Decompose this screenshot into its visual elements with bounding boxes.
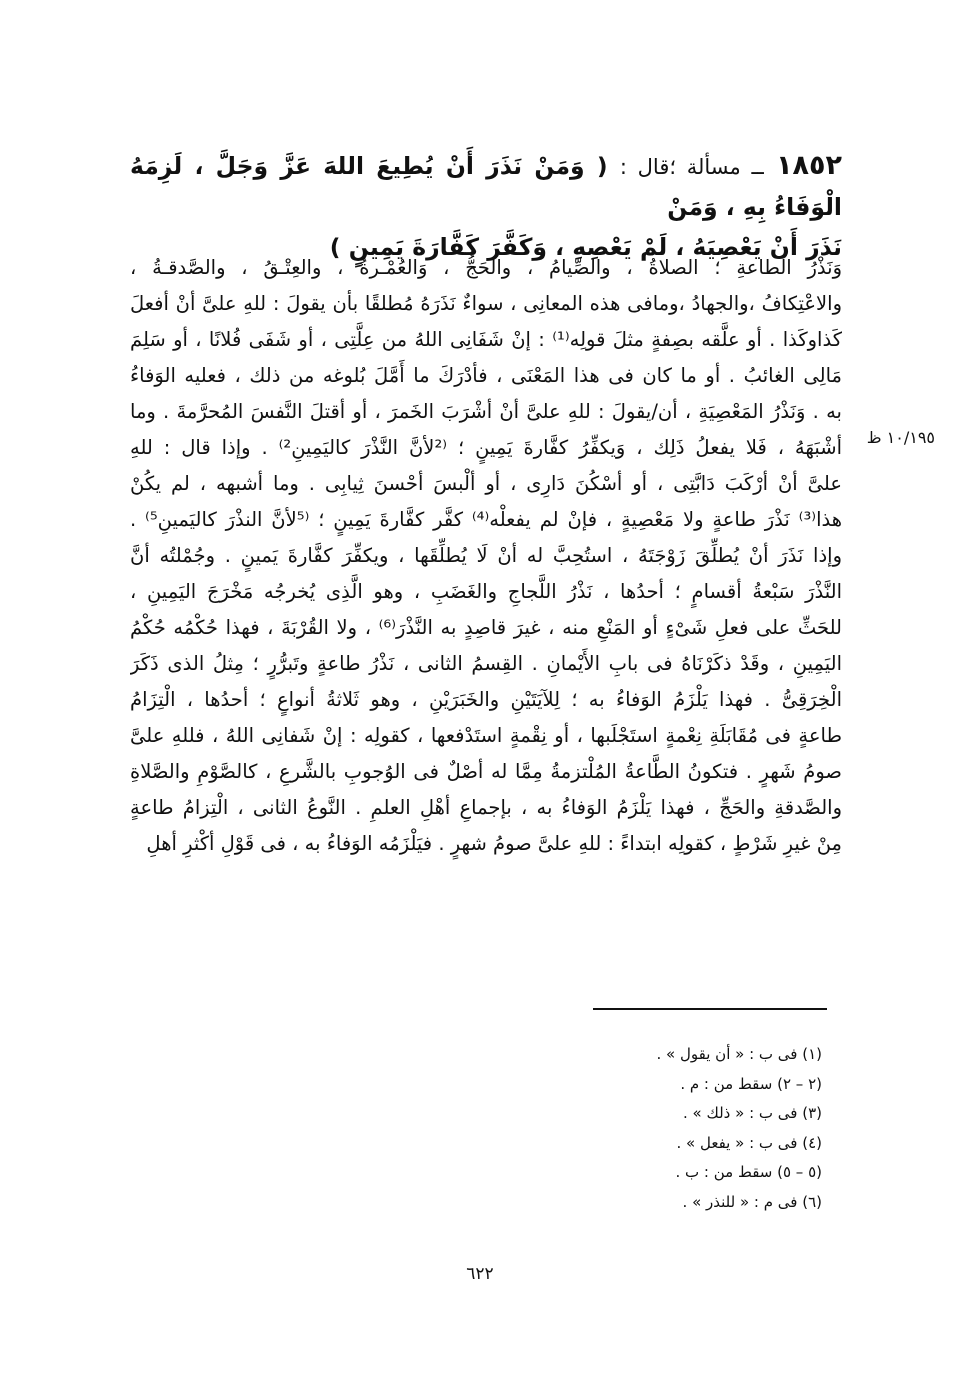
body-line: مِنْ غيرِ شَرْطٍ ، كقولِه ابتداءً : للهِ علىَّ صومُ شهرٍ . فيَلْزَمُه الوَفاءُ به ، فى قَوْلِ أكْثرِ أهلِ bbox=[146, 832, 842, 855]
footnote: (٢ – ٢) سقط من : م . bbox=[680, 1074, 822, 1093]
body-line: والاعْتِكافُ ،والجهادُ ،ومافى هذه المعانِى ، سواءٌ نَذَرَهُ مُطلقًا بأن يقولَ : للهِ علىَّ أنْ أفعلَ bbox=[130, 292, 842, 315]
section-label: ــ مسألة ؛قال : bbox=[619, 155, 764, 179]
body-line: الْخِرَقِىُّ . فهذا يَلْزَمُ الوَفاءُ به ؛ لِلآيَتَيْنِ والخَبَرَيْنِ ، وهو ثَلاثةُ أنواعٍ ؛ أحدُها ، الْتِزَامُ bbox=[130, 688, 842, 711]
footnote: (٦) فى م : « للنذر » . bbox=[682, 1192, 822, 1211]
footnote: (٣) فى ب : « ذلك » . bbox=[682, 1104, 822, 1122]
body-line: النَّذْرَ سَبْعةُ أقسامٍ ؛ أحدُها ، نَذْرُ اللَّجاجِ والغَضَبِ ، وهو الَّذِى يُخرجُه مَخْرَجَ اليَمِينِ ، bbox=[130, 580, 842, 603]
body-line: والصَّدقةِ والحَجِّ ، فهذا يَلْزَمُ الوَفاءُ به ، بإجماعِ أهْلِ العلمِ . النَّوعُ الثانى ، الْتِزامُ طاعةٍ bbox=[130, 796, 842, 819]
section-number: ١٨٥٢ bbox=[776, 150, 842, 181]
body-line: مَالِى الغائبُ . أو ما كان فى هذا المَعْنَى ، فأدْرَكَ ما أَمَّلَ بُلوغه من ذلك ، فعليه الوَفاءُ bbox=[130, 364, 842, 387]
page-number: ٦٢٢ bbox=[466, 1264, 494, 1284]
body-line: وَنَذْرُ الطاعةِ ؛ الصلاةُ ، والصِّيامُ ، والحَجُّ ، وَالعُمْـرةُ ، والعِتْـقُ ، والصَّدقـةُ ، bbox=[130, 256, 842, 279]
body-line: وإذا نَذَرَ أنْ يُطلِّقَ زَوْجَتَهُ ، استُحِبَّ له أنْ لَا يُطلِّقَها ، ويكفِّرَ كفَّارةَ يَمينٍ . وجُمْلتُه أنَّ bbox=[130, 544, 842, 567]
footnote: (٤) فى ب : « يفعل » . bbox=[676, 1133, 822, 1152]
margin-folio-reference: ١٠/١٩٥ ظ bbox=[866, 428, 935, 447]
body-text bbox=[130, 250, 842, 862]
footnotes-list bbox=[560, 1040, 822, 1217]
body-line: صومُ شَهرٍ . فتكونُ الطَّاعةُ المُلْتزمةُ مِمَّا له أصْلٌ فى الوُجوبِ بالشَّرعِ ، كالصَّوْمِ والصَّلاةِ bbox=[130, 760, 842, 783]
heading-line-2: نَذَرَ أَنْ يَعْصِيَهُ ، لَمْ يَعْصِهِ ، وَكَفَّرَ كَفَّارَةَ يَمِينٍ ) bbox=[329, 233, 842, 261]
body-line: للحَثِّ على فعلِ شَىْءٍ أو المَنْعِ منه ، غيرَ قاصِدٍ به النَّذْرَ⁽⁶⁾ ، ولا القُرْبَةَ ، فهذا حُكْمُه حُكْمُ bbox=[130, 616, 842, 639]
body-line: هذا⁽³⁾ نَذْرَ طاعةٍ ولا مَعْصِيةٍ ، فإنْ لم يفعلْه⁽⁴⁾ كفَّر كفَّارةَ يَمِينٍ ؛ ⁽⁵لأنَّ النذْرَ كاليَمينِ⁵⁾ . bbox=[130, 508, 842, 531]
body-line: أشْبَهَهُ ، فَلا يفعلُ ذَلِك ، وَيكفِّرُ كفَّارةَ يَمِينٍ ؛ ⁽²لأنَّ النَّذْرَ كاليَمِينِ²⁾ . وإذا قال : للهِ bbox=[130, 436, 842, 459]
footnote-divider bbox=[593, 1008, 827, 1010]
heading-line-1 bbox=[130, 146, 842, 227]
body-line: كَذاوكَذا . أو علَّقه بصِفةٍ مثلَ قولِه⁽¹⁾ : إنْ شَفَانِى اللهُ من عِلَّتِى ، أو شَفَى فُلانًا ، أو سَلِمَ bbox=[130, 328, 842, 351]
body-line: به . وَنَذْرُ المَعْصِيَةِ ، أن/يقولَ : للهِ علىَّ أنْ أشْرَبَ الخَمرَ ، أو أقتلَ النَّفسَ المُحرَّمةَ . وما bbox=[130, 400, 842, 423]
section-heading bbox=[130, 146, 842, 267]
heading-text-1: ( وَمَنْ نَذَرَ أَنْ يُطِيعَ اللهَ عَزَّ وَجَلَّ ، لَزِمَهُ الْوَفَاءُ بِهِ ، وَمَنْ bbox=[130, 152, 842, 221]
body-line: طاعةٍ فى مُقَابَلَةِ نِعْمةٍ استَجْلَبها ، أو نِقْمةٍ استَدْفعها ، كقولِه : إنْ شَفانِى اللهُ ، فللهِ علىَّ bbox=[130, 724, 842, 747]
footnote: (١) فى ب : « أن يقول » . bbox=[656, 1045, 822, 1063]
footnote: (٥ – ٥) سقط من : ب . bbox=[675, 1163, 822, 1181]
body-line: علىَّ أنْ أرْكَبَ دَابَّتِى ، أو أسْكُنَ دَارِى ، أو ألْبسَ أحْسنَ ثِيابِى . وما أشبهه ، لم يكُنْ bbox=[130, 472, 842, 495]
body-line: اليَمِينِ ، وقَدْ ذكَرْنَاهُ فى بابِ الأَيْمانِ . القِسمُ الثانى ، نَذْرُ طاعةٍ وتَبرُّرٍ ؛ مِثلُ الذى ذَكَرَ bbox=[130, 652, 842, 675]
